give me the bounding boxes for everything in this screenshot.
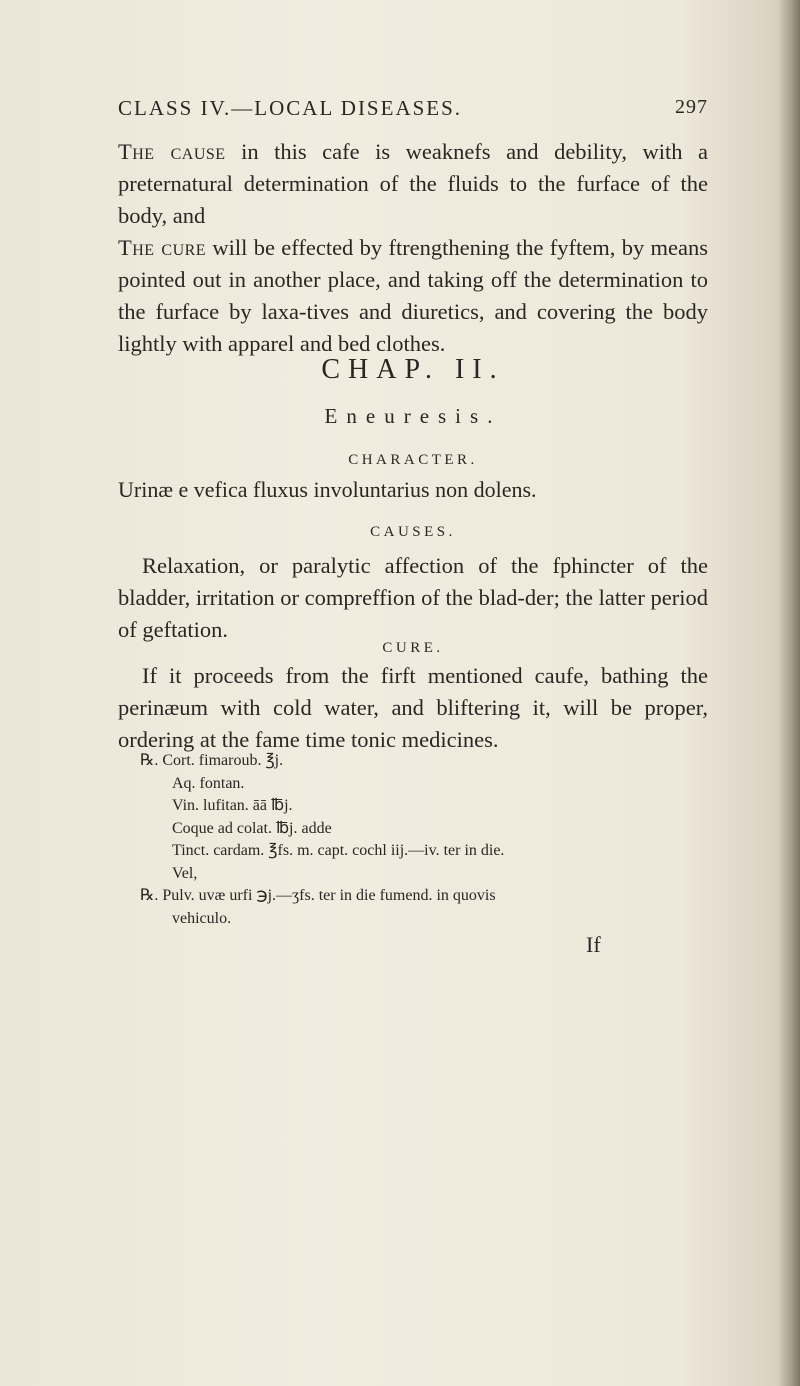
chapter-title: Eneuresis. bbox=[324, 404, 502, 428]
recipe-list bbox=[140, 750, 700, 930]
recipe-line: ℞. Pulv. uvæ urfi ℈j.—ʒfs. ter in die fumend. in quovis bbox=[140, 887, 496, 904]
cure-lead: The cure bbox=[118, 235, 207, 260]
causes-text: Relaxation, or paralytic affection of the fphincter of the bladder, irritation or compreffion of the blad-der; the latter period of geftation. bbox=[118, 553, 708, 642]
recipe-line: ℞. Cort. fimaroub. ℥j. bbox=[140, 752, 284, 769]
page-number: 297 bbox=[675, 96, 708, 118]
cause-text: in this cafe is weaknefs and debility, with a preternatural determination of the fluids to the furface of the body, and bbox=[118, 139, 708, 228]
causes-heading: CAUSES. bbox=[370, 524, 456, 540]
catchword: If bbox=[586, 932, 601, 957]
page-edge-shadow bbox=[778, 0, 800, 1386]
cure-heading: CURE. bbox=[382, 640, 444, 656]
chapter-number: CHAP. II. bbox=[321, 354, 505, 385]
character-heading: CHARACTER. bbox=[348, 452, 478, 468]
cause-paragraph bbox=[118, 136, 708, 232]
recipe-line: Tinct. cardam. ℥fs. m. capt. cochl iij.—iv. ter in die. bbox=[172, 842, 505, 859]
running-head bbox=[118, 96, 708, 121]
recipe-line: Vel, bbox=[172, 864, 198, 882]
recipe-line: Vin. lufitan. āā ℔j. bbox=[172, 797, 293, 814]
recipe-line: Aq. fontan. bbox=[172, 774, 245, 792]
recipe-line: Coque ad colat. ℔j. adde bbox=[172, 819, 332, 837]
running-head-title: CLASS IV.—LOCAL DISEASES. bbox=[118, 96, 463, 120]
recipe-line: vehiculo. bbox=[172, 909, 232, 927]
cause-lead: The cause bbox=[118, 139, 226, 164]
cure-text-body: If it proceeds from the firft mentioned caufe, bathing the perinæum with cold water, and bliftering it, will be proper, ordering at the fame time tonic medicines. bbox=[118, 663, 708, 752]
cure-text: will be effected by ftrengthening the fyftem, by means pointed out in another place, and taking off the determination to the furface by laxa-tives and diuretics, and covering the body lightly with apparel and bed clothes. bbox=[118, 235, 709, 356]
cure-paragraph bbox=[118, 232, 708, 360]
character-text: Urinæ e vefica fluxus involuntarius non dolens. bbox=[118, 477, 537, 502]
